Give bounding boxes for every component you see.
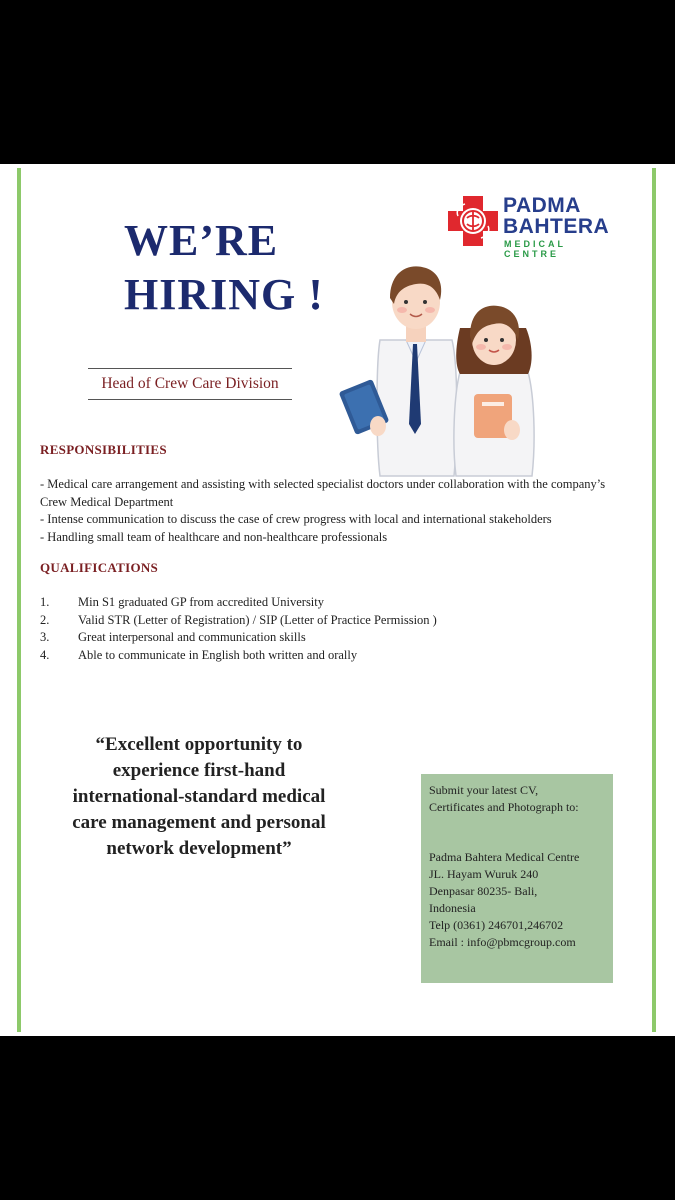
logo-name-line-2: BAHTERA [503, 215, 610, 238]
list-item [40, 612, 620, 630]
contact-city: Denpasar 80235- Bali, [429, 884, 538, 898]
contact-box [421, 774, 613, 983]
opportunity-quote [52, 732, 346, 862]
contact-country: Indonesia [429, 901, 476, 915]
contact-intro-line-1: Submit your latest CV, [429, 783, 539, 797]
left-green-border [17, 168, 21, 1032]
item-text: Valid STR (Letter of Registration) / SIP (Letter of Practice Permission ) [78, 612, 437, 627]
list-item [40, 629, 620, 647]
quote-line: international-standard medical [72, 786, 326, 807]
item-number: 3. [40, 630, 50, 644]
headline-line-1: WE’RE [124, 216, 279, 265]
contact-intro-line-2: Certificates and Photograph to: [429, 800, 579, 814]
quote-line: “Excellent opportunity to [95, 734, 303, 755]
headline-line-2: HIRING ! [124, 270, 324, 319]
job-poster [0, 164, 675, 1036]
headline [124, 214, 324, 322]
quote-line: care management and personal [72, 812, 326, 833]
logo-subtitle: MEDICAL CENTRE [504, 239, 566, 259]
quote-line: experience first-hand [112, 760, 286, 781]
company-logo [446, 194, 626, 259]
list-item: - Medical care arrangement and assisting with selected specialist doctors under collaboration with the company’s Crew Medical Department [40, 477, 606, 509]
contact-email[interactable]: Email : info@pbmcgroup.com [429, 935, 576, 949]
list-item [40, 647, 620, 665]
item-number: 4. [40, 647, 50, 662]
contact-organization: Padma Bahtera Medical Centre [429, 850, 580, 864]
contact-phone: Telp (0361) 246701,246702 [429, 918, 564, 932]
responsibilities-title: RESPONSIBILITIES [40, 442, 167, 457]
qualifications-list [40, 594, 620, 664]
list-item: - Handling small team of healthcare and non-healthcare professionals [40, 529, 388, 544]
item-text: Able to communicate in English both written and orally [78, 647, 358, 662]
contact-street: JL. Hayam Wuruk 240 [429, 867, 539, 881]
responsibilities-list [40, 476, 620, 546]
item-number: 1. [40, 595, 50, 609]
position-title: Head of Crew Care Division [88, 368, 292, 400]
doctors-illustration [336, 244, 548, 478]
item-text: Great interpersonal and communication skills [78, 630, 306, 644]
logo-name-line-1: PADMA [503, 194, 581, 217]
item-text: Min S1 graduated GP from accredited University [78, 595, 325, 609]
item-number: 2. [40, 612, 50, 627]
right-green-border [652, 168, 656, 1032]
qualifications-title: QUALIFICATIONS [40, 560, 159, 575]
quote-line: network development” [106, 838, 292, 859]
list-item: - Intense communication to discuss the case of crew progress with local and international stakeholders [40, 512, 552, 526]
list-item [40, 594, 620, 612]
red-cross-logo-icon [446, 194, 500, 248]
